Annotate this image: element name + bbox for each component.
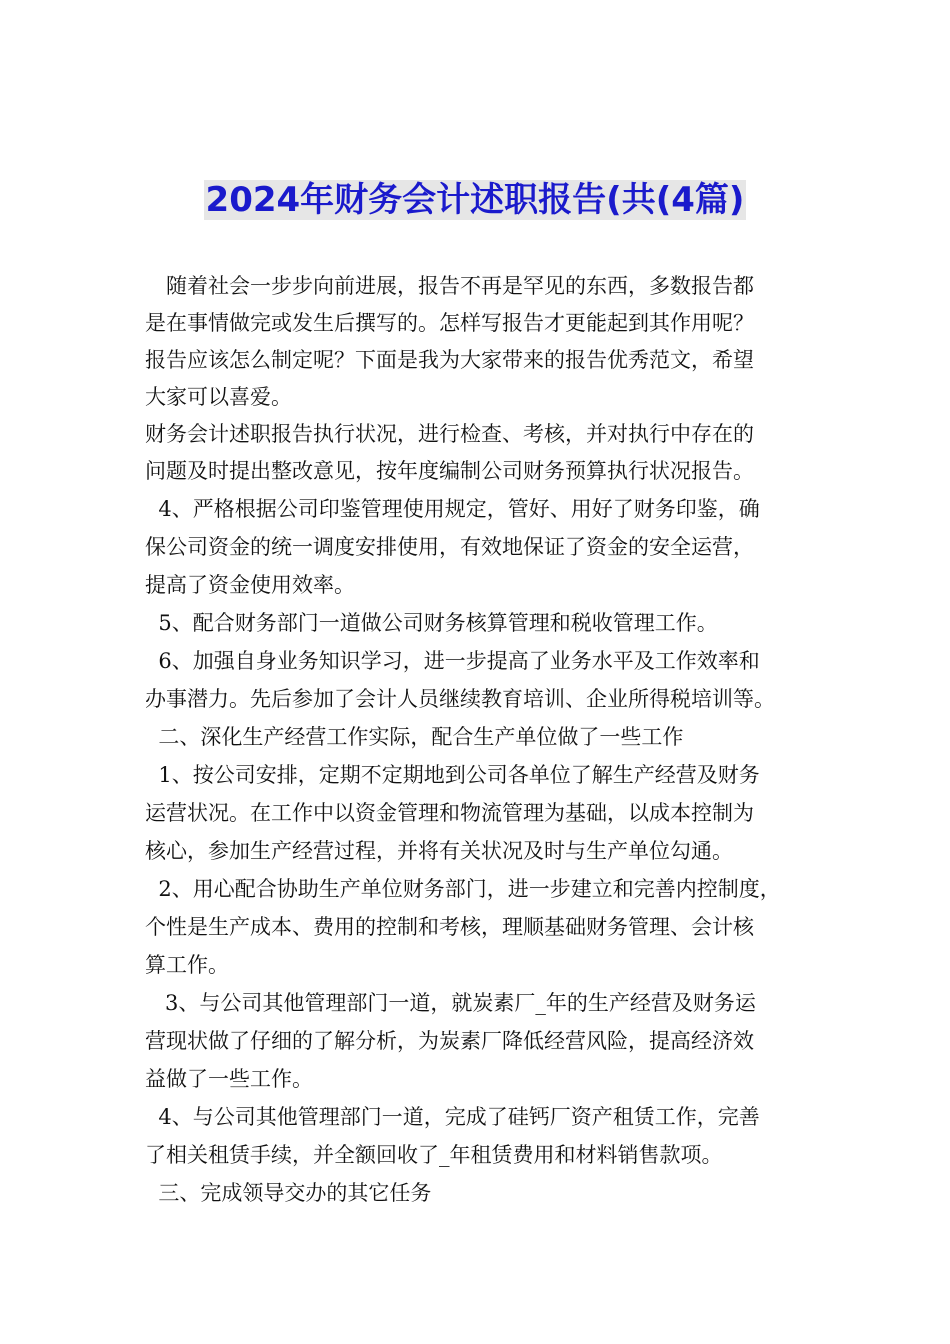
paragraph-line: 随着社会一步步向前进展，报告不再是罕见的东西，多数报告都 <box>145 274 754 298</box>
paragraph-line: 个性是生产成本、费用的控制和考核，理顺基础财务管理、会计核 <box>145 915 754 939</box>
paragraph-line: 提高了资金使用效率。 <box>145 573 355 597</box>
paragraph-line: 大家可以喜爱。 <box>145 385 292 409</box>
paragraph-line: 益做了一些工作。 <box>145 1067 313 1091</box>
document-title <box>0 175 950 225</box>
paragraph-line: 运营状况。在工作中以资金管理和物流管理为基础，以成本控制为 <box>145 801 754 825</box>
paragraph-line: 了相关租赁手续，并全额回收了_年租赁费用和材料销售款项。 <box>145 1143 723 1167</box>
paragraph-line: 5、配合财务部门一道做公司财务核算管理和税收管理工作。 <box>145 611 718 635</box>
paragraph-line: 1、按公司安排，定期不定期地到公司各单位了解生产经营及财务 <box>145 763 760 787</box>
paragraph-line: 报告应该怎么制定呢？下面是我为大家带来的报告优秀范文，希望 <box>145 348 754 372</box>
document-body <box>145 268 813 1212</box>
paragraph-line: 财务会计述职报告执行状况，进行检查、考核，并对执行中存在的 <box>145 422 754 446</box>
paragraph-line: 算工作。 <box>145 953 229 977</box>
paragraph-line: 二、深化生产经营工作实际，配合生产单位做了一些工作 <box>145 725 684 749</box>
paragraph-line: 核心，参加生产经营过程，并将有关状况及时与生产单位勾通。 <box>145 839 733 863</box>
paragraph-line: 营现状做了仔细的了解分析，为炭素厂降低经营风险，提高经济效 <box>145 1029 754 1053</box>
paragraph-line: 保公司资金的统一调度安排使用，有效地保证了资金的安全运营， <box>145 535 754 559</box>
paragraph-line: 问题及时提出整改意见，按年度编制公司财务预算执行状况报告。 <box>145 459 754 483</box>
paragraph-line: 4、严格根据公司印鉴管理使用规定，管好、用好了财务印鉴，确 <box>145 497 760 521</box>
paragraph-line: 三、完成领导交办的其它任务 <box>145 1181 432 1205</box>
document-title-text: 2024年财务会计述职报告(共(4篇) <box>205 180 745 220</box>
paragraph-line: 3、与公司其他管理部门一道，就炭素厂_年的生产经营及财务运 <box>145 991 756 1015</box>
paragraph-line: 办事潜力。先后参加了会计人员继续教育培训、企业所得税培训等。 <box>145 687 775 711</box>
paragraph-line: 是在事情做完或发生后撰写的。怎样写报告才更能起到其作用呢？ <box>145 311 754 335</box>
paragraph-line: 4、与公司其他管理部门一道，完成了硅钙厂资产租赁工作，完善 <box>145 1105 760 1129</box>
paragraph-line: 2、用心配合协助生产单位财务部门，进一步建立和完善内控制度， <box>145 877 781 901</box>
paragraph-line: 6、加强自身业务知识学习，进一步提高了业务水平及工作效率和 <box>145 649 760 673</box>
